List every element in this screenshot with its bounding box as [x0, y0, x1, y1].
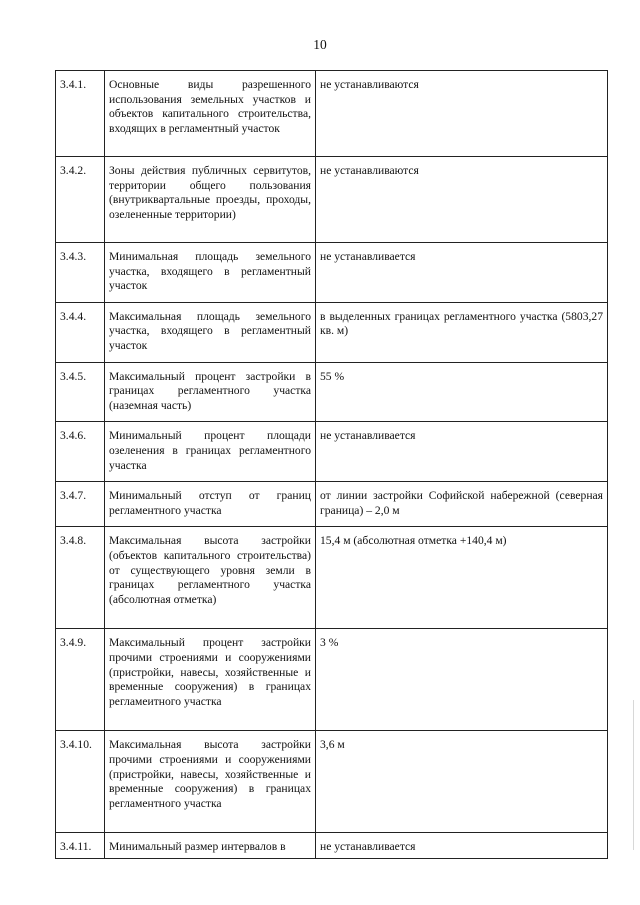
parameter-value: 55 %: [316, 362, 608, 422]
parameter-name: Максимальный процент застройки в границах регламентного участка (наземная часть): [105, 362, 316, 422]
row-number: 3.4.10.: [56, 731, 105, 833]
parameter-name: Зоны действия публичных сервитутов, территории общего пользования (внутриквартальные проезды, проходы, озелененные территории): [105, 157, 316, 243]
parameter-value: от линии застройки Софийской набережной (северная граница) – 2,0 м: [316, 482, 608, 527]
row-number: 3.4.2.: [56, 157, 105, 243]
row-number: 3.4.11.: [56, 833, 105, 859]
table-row: [56, 629, 608, 731]
parameter-name: Максимальная высота застройки (объектов капитального строительства) от существующего уровня земли в границах регламентного участка (абсолютная отметка): [105, 527, 316, 629]
row-number: 3.4.8.: [56, 527, 105, 629]
parameter-value: не устанавливается: [316, 243, 608, 303]
table-row: [56, 243, 608, 303]
parameter-name: Максимальная высота застройки прочими строениями и сооружениями (пристройки, навесы, хозяйственные и временные сооружения) в границах регламентного участка: [105, 731, 316, 833]
parameter-value: не устанавливаются: [316, 157, 608, 243]
table-row: [56, 71, 608, 157]
table-row: [56, 527, 608, 629]
table-row: [56, 302, 608, 362]
parameter-name: Минимальный отступ от границ регламентного участка: [105, 482, 316, 527]
parameter-name: Основные виды разрешенного использования земельных участков и объектов капитального строительства, входящих в регламентный участок: [105, 71, 316, 157]
row-number: 3.4.9.: [56, 629, 105, 731]
parameter-value: не устанавливаются: [316, 71, 608, 157]
regulation-table: [55, 70, 608, 859]
parameter-value: 15,4 м (абсолютная отметка +140,4 м): [316, 527, 608, 629]
row-number: 3.4.5.: [56, 362, 105, 422]
table-row: [56, 157, 608, 243]
scan-edge-mark: [633, 700, 634, 850]
parameter-value: не устанавливается: [316, 422, 608, 482]
row-number: 3.4.7.: [56, 482, 105, 527]
table-row: [56, 422, 608, 482]
table-row: [56, 833, 608, 859]
row-number: 3.4.6.: [56, 422, 105, 482]
parameter-value: в выделенных границах регламентного участка (5803,27 кв. м): [316, 302, 608, 362]
table-row: [56, 362, 608, 422]
parameter-name: Минимальный процент площади озеленения в границах регламентного участка: [105, 422, 316, 482]
page-number: 10: [313, 37, 327, 52]
table-row: [56, 482, 608, 527]
row-number: 3.4.3.: [56, 243, 105, 303]
parameter-name: Минимальный размер интервалов в: [105, 833, 316, 859]
parameter-name: Минимальная площадь земельного участка, входящего в регламентный участок: [105, 243, 316, 303]
table-row: [56, 731, 608, 833]
row-number: 3.4.4.: [56, 302, 105, 362]
parameter-value: не устанавливается: [316, 833, 608, 859]
row-number: 3.4.1.: [56, 71, 105, 157]
parameter-name: Максимальный процент застройки прочими строениями и сооружениями (пристройки, навесы, хозяйственные и временные сооружения) в границах регламеитного участка: [105, 629, 316, 731]
parameter-name: Максимальная площадь земельного участка, входящего в регламентный участок: [105, 302, 316, 362]
parameter-value: 3 %: [316, 629, 608, 731]
parameter-value: 3,6 м: [316, 731, 608, 833]
